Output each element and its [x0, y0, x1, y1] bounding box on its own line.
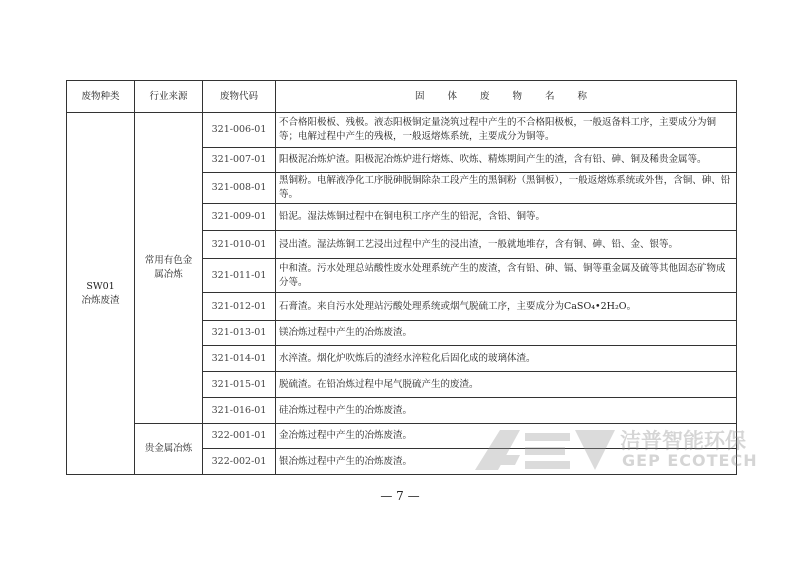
category-cell [67, 113, 135, 475]
header-name: 固 体 废 物 名 称 [276, 81, 737, 113]
header-row [67, 81, 737, 113]
waste-description: 黑铜粉。电解液净化工序脱砷脱铜除杂工段产生的黑铜粉（黑铜板），一般返熔炼系统或外售，含铜、砷、铅等。 [276, 173, 737, 204]
waste-code: 321-016-01 [203, 398, 276, 424]
waste-code: 321-014-01 [203, 346, 276, 372]
waste-description: 铅泥。湿法炼铜过程中在铜电积工序产生的铅泥，含铅、铜等。 [276, 204, 737, 231]
waste-code: 321-012-01 [203, 293, 276, 321]
category-name: 冶炼废渣 [81, 294, 120, 306]
waste-code: 321-011-01 [203, 259, 276, 293]
waste-description: 金冶炼过程中产生的冶炼废渣。 [276, 424, 737, 449]
header-source: 行业来源 [135, 81, 203, 113]
waste-code: 321-010-01 [203, 231, 276, 259]
waste-description: 浸出渣。湿法炼铜工艺浸出过程中产生的浸出渣，一般就地堆存，含有铜、砷、铅、金、银等。 [276, 231, 737, 259]
table-row [67, 424, 737, 449]
header-category: 废物种类 [67, 81, 135, 113]
waste-description: 银冶炼过程中产生的冶炼废渣。 [276, 449, 737, 475]
source-cell: 常用有色金属冶炼 [135, 113, 203, 424]
waste-description: 水淬渣。烟化炉吹炼后的渣经水淬粒化后固化成的玻璃体渣。 [276, 346, 737, 372]
waste-description: 镁冶炼过程中产生的冶炼废渣。 [276, 321, 737, 346]
watermark-cn: 洁普智能环保 [620, 429, 746, 453]
waste-table [66, 80, 737, 475]
waste-code: 322-001-01 [203, 424, 276, 449]
waste-description: 中和渣。污水处理总站酸性废水处理系统产生的废渣，含有铅、砷、镉、铜等重金属及硫等其他固态矿物成分等。 [276, 259, 737, 293]
waste-code: 322-002-01 [203, 449, 276, 475]
waste-code: 321-007-01 [203, 148, 276, 173]
waste-description: 硅冶炼过程中产生的冶炼废渣。 [276, 398, 737, 424]
waste-code: 321-009-01 [203, 204, 276, 231]
page-number: — 7 — [380, 489, 420, 503]
waste-description: 不合格阳极板、残极。液态阳极铜定量浇筑过程中产生的不合格阳极板，一般返备料工序，主要成分为铜等；电解过程中产生的残极，一般返熔炼系统，主要成分为铜等。 [276, 113, 737, 148]
category-code: SW01 [86, 280, 115, 292]
header-code: 废物代码 [203, 81, 276, 113]
source-cell: 贵金属冶炼 [135, 424, 203, 475]
waste-description: 脱硫渣。在铅冶炼过程中尾气脱硫产生的废渣。 [276, 372, 737, 398]
waste-description: 石膏渣。来自污水处理站污酸处理系统或烟气脱硫工序，主要成分为CaSO₄•2H₂O。 [276, 293, 737, 321]
table-row [67, 113, 737, 148]
waste-code: 321-008-01 [203, 173, 276, 204]
waste-code: 321-006-01 [203, 113, 276, 148]
watermark-en: GEP ECOTECH [622, 451, 758, 470]
waste-description: 阳极泥冶炼炉渣。阳极泥冶炼炉进行熔炼、吹炼、精炼期间产生的渣，含有铅、砷、铜及稀贵金属等。 [276, 148, 737, 173]
waste-code: 321-015-01 [203, 372, 276, 398]
waste-code: 321-013-01 [203, 321, 276, 346]
